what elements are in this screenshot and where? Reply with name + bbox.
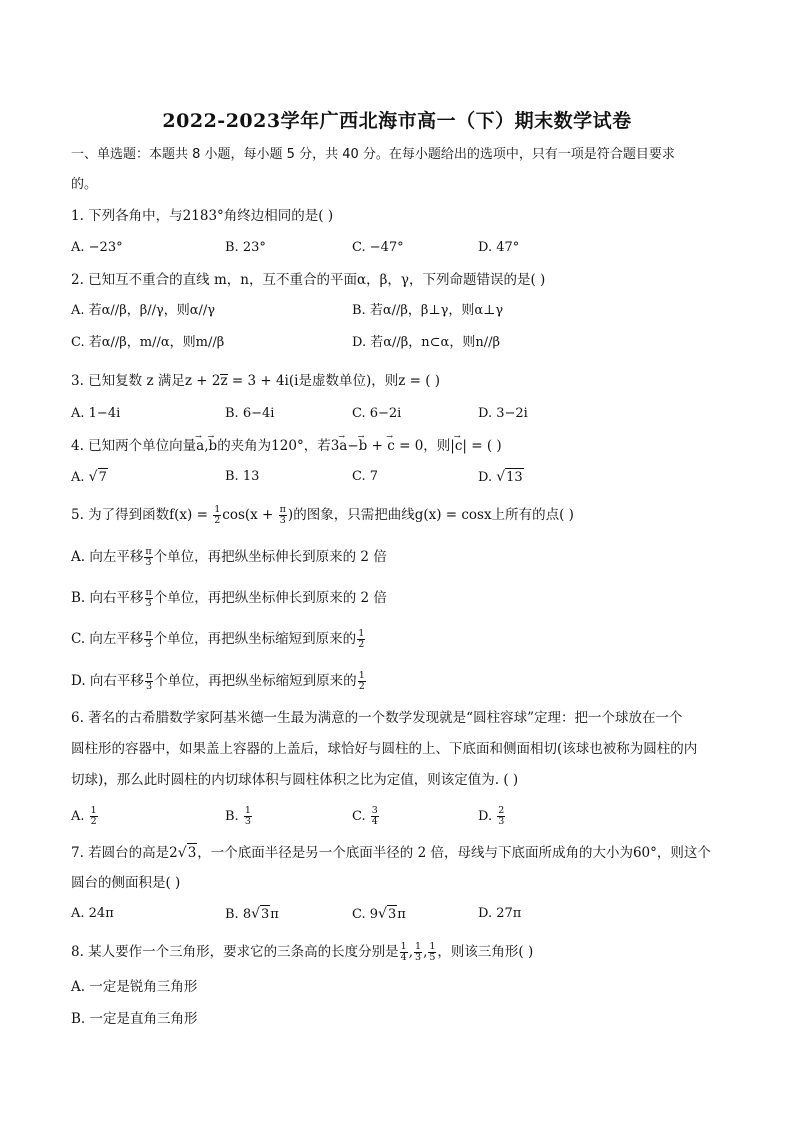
- option-label: A.: [71, 809, 89, 824]
- conjugate-z: z: [220, 373, 228, 389]
- option-label: C.: [352, 809, 370, 824]
- question-3-stem-part-b: = 3 + 4i(i是虚数单位)，则z = ( ): [227, 373, 441, 389]
- option-post: 个单位，再把纵坐标伸长到原来的 2 倍: [153, 590, 387, 606]
- denominator: 5: [429, 952, 436, 963]
- fraction: [244, 806, 252, 827]
- sqrt-icon: √: [88, 469, 98, 485]
- question-1-option-b: B. 23°: [225, 240, 266, 255]
- option-post: π: [270, 907, 279, 922]
- question-4-stem-part-e: = 0，则|: [394, 438, 455, 454]
- question-5-stem: [71, 505, 574, 526]
- section-header-line2: 的。: [71, 177, 98, 192]
- option-post: 个单位，再把纵坐标缩短到原来的: [154, 673, 357, 689]
- vector-c: → c: [387, 437, 395, 455]
- fraction: [90, 806, 98, 827]
- fraction: [400, 942, 408, 963]
- minus-sign: −: [347, 438, 359, 454]
- fraction-pi-third: [145, 671, 153, 692]
- denominator: 3: [145, 639, 152, 650]
- denominator: 4: [400, 952, 407, 963]
- question-3-option-d: D. 3−2i: [478, 406, 528, 421]
- question-7-option-a: A. 24π: [71, 906, 114, 921]
- question-4-stem-part-b: 的夹角为120°，若3: [217, 438, 340, 454]
- numerator: 1: [214, 504, 221, 515]
- question-7-line2: 圆台的侧面积是( ): [71, 875, 181, 891]
- question-4-option-d: [478, 468, 524, 487]
- option-pre: C. 向左平移: [71, 631, 144, 647]
- denominator: 2: [358, 639, 365, 650]
- fraction: [428, 942, 436, 963]
- question-6-option-c: [352, 806, 380, 827]
- denominator: 3: [244, 816, 251, 827]
- fraction-pi-third: [144, 547, 152, 568]
- question-6-option-d: [478, 806, 506, 827]
- question-6-option-b: [225, 806, 253, 827]
- question-2-option-d: D. 若α//β，n⊂α，则n//β: [352, 335, 500, 350]
- fraction-pi-third: [279, 505, 287, 526]
- numerator: 1: [429, 941, 436, 952]
- sqrt-icon: √: [378, 906, 387, 922]
- question-5-stem-part-b: cos(x +: [222, 507, 278, 523]
- question-3-option-c: C. 6−2i: [352, 406, 402, 421]
- question-7-option-b: [225, 905, 279, 924]
- question-4-option-a: [71, 468, 108, 487]
- numerator: 1: [90, 805, 97, 816]
- question-8-stem-part-b: ，则该三角形( ): [437, 944, 534, 960]
- question-5-option-a: [71, 547, 387, 568]
- option-pre: B. 8: [225, 907, 252, 922]
- section-header-line1: 一、单选题：本题共 8 小题，每小题 5 分，共 40 分。在每小题给出的选项中，只有一项是符合题目要求: [71, 147, 675, 162]
- question-4-option-b: B. 13: [225, 469, 260, 484]
- question-4-option-c: C. 7: [352, 469, 379, 484]
- question-7-line1: [71, 843, 711, 862]
- numerator: 1: [415, 941, 422, 952]
- numerator: π: [145, 628, 152, 639]
- option-label: D.: [478, 809, 497, 824]
- question-2-option-c: C. 若α//β，m//α，则m//β: [71, 335, 225, 350]
- fraction-pi-third: [145, 588, 153, 609]
- question-5-stem-part-c: )的图象，只需把曲线g(x) = cosx上所有的点( ): [287, 507, 574, 523]
- fraction-one-half: [213, 505, 221, 526]
- question-8-option-b: B. 一定是直角三角形: [71, 1011, 198, 1027]
- option-post: 个单位，再把纵坐标伸长到原来的 2 倍: [153, 549, 387, 565]
- question-4-stem-part-f: | = ( ): [462, 438, 502, 454]
- question-3-option-b: B. 6−4i: [225, 406, 275, 421]
- question-7-option-d: D. 27π: [478, 906, 522, 921]
- sqrt-icon: √: [251, 906, 261, 922]
- numerator: 3: [371, 805, 378, 816]
- question-3-stem-part-a: 3. 已知复数 z 满足z + 2: [71, 373, 221, 389]
- option-pre: A. 向左平移: [71, 549, 144, 565]
- question-6-line2: 圆柱形的容器中，如果盖上容器的上盖后，球恰好与圆柱的上、下底面和侧面相切(该球也被称为圆柱的内: [71, 741, 698, 757]
- vector-a-2: → a: [339, 437, 347, 455]
- numerator: π: [145, 587, 152, 598]
- fraction-pi-third: [144, 629, 152, 650]
- question-8-stem-part-a: 8. 某人要作一个三角形，要求它的三条高的长度分别是: [71, 944, 399, 960]
- denominator: 3: [145, 557, 152, 568]
- numerator: 1: [400, 941, 407, 952]
- sqrt-icon: √: [496, 469, 506, 485]
- numerator: π: [145, 546, 152, 557]
- denominator: 3: [145, 598, 152, 609]
- vector-b: → b: [209, 437, 218, 455]
- question-1-option-d: D. 47°: [478, 240, 520, 255]
- question-5-option-c: [71, 629, 366, 650]
- question-7-part-b: ，一个底面半径是另一个底面半径的 2 倍，母线与下底面所成角的大小为60°，则这个: [197, 845, 711, 861]
- numerator: 1: [358, 670, 365, 681]
- option-post: 个单位，再把纵坐标缩短到原来的: [153, 631, 357, 647]
- vector-c-2: → c: [455, 437, 463, 455]
- vector-b-2: → b: [359, 437, 368, 455]
- option-label: A.: [71, 470, 89, 485]
- question-5-stem-part-a: 5. 为了得到函数f(x) =: [71, 507, 213, 523]
- option-label: B.: [225, 809, 243, 824]
- sqrt-icon: √: [177, 845, 187, 861]
- option-pre: B. 向右平移: [71, 590, 144, 606]
- radicand: 13: [506, 470, 523, 485]
- numerator: π: [279, 504, 286, 515]
- plus-sign: +: [367, 438, 388, 454]
- question-1-option-a: A. −23°: [71, 240, 123, 255]
- radicand: 7: [98, 470, 107, 485]
- question-7-option-c: [352, 905, 406, 924]
- radicand: 3: [261, 907, 270, 922]
- fraction: [414, 942, 422, 963]
- fraction: [497, 806, 505, 827]
- option-pre: C. 9: [352, 907, 379, 922]
- question-1-option-c: C. −47°: [352, 240, 404, 255]
- question-1-stem: 1. 下列各角中，与2183°角终边相同的是( ): [71, 208, 334, 224]
- question-4-stem: 4. 已知两个单位向量→ a,→ b的夹角为120°，若3→ a−→ b + → c = 0，则|→ c| = ( ): [71, 437, 502, 455]
- question-5-option-d: [71, 671, 367, 692]
- numerator: 1: [358, 628, 365, 639]
- question-8-option-a: A. 一定是锐角三角形: [71, 979, 198, 995]
- radicand: 3: [387, 907, 397, 922]
- vector-a: → a: [196, 437, 204, 455]
- denominator: 2: [358, 681, 365, 692]
- question-8-stem: 8. 某人要作一个三角形，要求它的三条高的长度分别是 $\frac{1}{4}$ , $\frac{1}{3}$ , $\frac{1}{5}$ ，则该三角形( ): [71, 941, 534, 963]
- question-3-stem: [71, 372, 440, 390]
- denominator: 2: [214, 515, 221, 526]
- question-2-stem: 2. 已知互不重合的直线 m，n，互不重合的平面α，β，γ，下列命题错误的是( ): [71, 272, 546, 288]
- question-2-option-b: B. 若α//β，β⊥γ，则α⊥γ: [352, 303, 504, 318]
- numerator: 2: [498, 805, 505, 816]
- fraction-one-half: [358, 671, 366, 692]
- question-7-part-a: 7. 若圆台的高是2: [71, 845, 178, 861]
- question-3-option-a: A. 1−4i: [71, 406, 121, 421]
- question-6-line3: 切球)，那么此时圆柱的内切球体积与圆柱体积之比为定值，则该定值为. ( ): [71, 772, 519, 788]
- denominator: 3: [498, 816, 505, 827]
- question-6-option-a: [71, 806, 99, 827]
- fraction: [371, 806, 379, 827]
- question-6-line1: 6. 著名的古希腊数学家阿基米德一生最为满意的一个数学发现就是“圆柱容球”定理：把一个球放在一个: [71, 710, 683, 726]
- page-title: 2022-2023学年广西北海市高一（下）期末数学试卷: [162, 110, 632, 132]
- option-label: D.: [478, 470, 497, 485]
- option-post: π: [397, 907, 406, 922]
- radicand: 3: [187, 845, 197, 861]
- numerator: 1: [244, 805, 251, 816]
- question-4-stem-part-a: 4. 已知两个单位向量: [71, 438, 197, 454]
- question-2-option-a: A. 若α//β，β//γ，则α//γ: [71, 303, 216, 318]
- option-pre: D. 向右平移: [71, 673, 144, 689]
- denominator: 4: [371, 816, 378, 827]
- denominator: 2: [90, 816, 97, 827]
- denominator: 3: [146, 681, 153, 692]
- numerator: π: [145, 670, 153, 681]
- fraction-one-half: [357, 629, 365, 650]
- denominator: 3: [415, 952, 422, 963]
- question-5-option-b: [71, 588, 387, 609]
- denominator: 3: [279, 515, 286, 526]
